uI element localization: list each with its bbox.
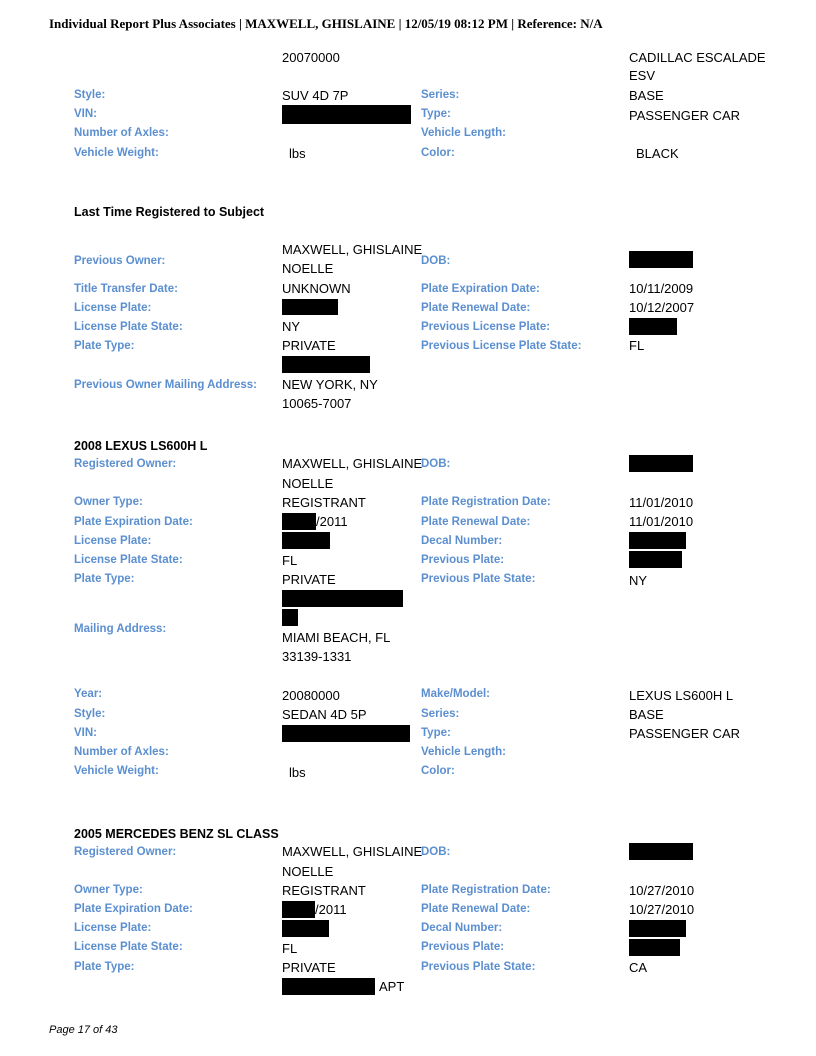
redaction-block bbox=[629, 920, 686, 937]
plate-type-value: PRIVATE bbox=[282, 960, 336, 975]
year-value: 20080000 bbox=[282, 688, 340, 703]
previous-license-plate-state-label: Previous License Plate State: bbox=[421, 340, 582, 352]
redaction-block bbox=[629, 251, 693, 268]
style-value: SEDAN 4D 5P bbox=[282, 707, 367, 722]
redaction-block bbox=[282, 978, 375, 995]
address-apt: APT bbox=[379, 979, 405, 994]
plate-expiration-value: /2011 bbox=[316, 514, 348, 529]
plate-expiration-value: /2011 bbox=[315, 902, 347, 917]
plate-expiration-label: Plate Expiration Date: bbox=[74, 903, 193, 915]
plate-registration-label: Plate Registration Date: bbox=[421, 884, 551, 896]
address-line: MIAMI BEACH, FL bbox=[282, 630, 391, 645]
weight-value: lbs bbox=[289, 765, 306, 780]
address-zip: 10065-7007 bbox=[282, 396, 352, 411]
plate-type-label: Plate Type: bbox=[74, 961, 135, 973]
plate-type-label: Plate Type: bbox=[74, 340, 135, 352]
license-plate-state-label: License Plate State: bbox=[74, 941, 183, 953]
redaction-block bbox=[282, 299, 338, 315]
make-model-label: Make/Model: bbox=[421, 688, 491, 700]
weight-value: lbs bbox=[289, 146, 306, 161]
license-plate-label: License Plate: bbox=[74, 535, 152, 547]
previous-plate-state-label: Previous Plate State: bbox=[421, 961, 536, 973]
redaction-block bbox=[282, 609, 298, 626]
dob-label: DOB: bbox=[421, 458, 451, 470]
length-label: Vehicle Length: bbox=[421, 127, 506, 139]
color-value: BLACK bbox=[636, 146, 679, 161]
owner-type-value: REGISTRANT bbox=[282, 883, 366, 898]
type-label: Type: bbox=[421, 108, 451, 120]
series-label: Series: bbox=[421, 89, 460, 101]
license-plate-label: License Plate: bbox=[74, 922, 152, 934]
license-plate-state-value: NY bbox=[282, 319, 301, 334]
mailing-address-label: Mailing Address: bbox=[74, 623, 167, 635]
owner-type-label: Owner Type: bbox=[74, 496, 143, 508]
previous-plate-state-value: NY bbox=[629, 573, 648, 588]
weight-label: Vehicle Weight: bbox=[74, 765, 159, 777]
plate-expiration-label: Plate Expiration Date: bbox=[421, 283, 540, 295]
style-label: Style: bbox=[74, 708, 106, 720]
redaction-block bbox=[629, 551, 682, 568]
previous-plate-label: Previous Plate: bbox=[421, 554, 505, 566]
make-model-value: CADILLAC ESCALADE bbox=[629, 50, 766, 65]
style-label: Style: bbox=[74, 89, 106, 101]
type-label: Type: bbox=[421, 727, 451, 739]
length-label: Vehicle Length: bbox=[421, 746, 506, 758]
decal-number-label: Decal Number: bbox=[421, 535, 503, 547]
redaction-block bbox=[282, 901, 315, 918]
plate-registration-value: 11/01/2010 bbox=[629, 495, 694, 510]
type-value: PASSENGER CAR bbox=[629, 726, 741, 741]
redaction-block bbox=[629, 532, 686, 549]
weight-label: Vehicle Weight: bbox=[74, 147, 159, 159]
previous-plate-label: Previous Plate: bbox=[421, 941, 505, 953]
redaction-block bbox=[282, 725, 410, 742]
plate-type-value: PRIVATE bbox=[282, 338, 336, 353]
plate-registration-value: 10/27/2010 bbox=[629, 883, 695, 898]
plate-renewal-label: Plate Renewal Date: bbox=[421, 302, 531, 314]
plate-renewal-value: 10/12/2007 bbox=[629, 300, 695, 315]
previous-owner-label: Previous Owner: bbox=[74, 255, 166, 267]
redaction-block bbox=[282, 920, 329, 937]
vehicle-year-value: 20070000 bbox=[282, 50, 340, 65]
redaction-block bbox=[629, 455, 693, 472]
plate-expiration-label: Plate Expiration Date: bbox=[74, 516, 193, 528]
dob-label: DOB: bbox=[421, 255, 451, 267]
redaction-block bbox=[282, 590, 403, 607]
license-plate-state-label: License Plate State: bbox=[74, 321, 183, 333]
make-model-value-cont: ESV bbox=[629, 68, 656, 83]
dob-label: DOB: bbox=[421, 846, 451, 858]
previous-plate-state-label: Previous Plate State: bbox=[421, 573, 536, 585]
redaction-block bbox=[629, 843, 693, 860]
plate-type-label: Plate Type: bbox=[74, 573, 135, 585]
vehicle-heading: 2008 LEXUS LS600H L bbox=[74, 439, 208, 453]
license-plate-label: License Plate: bbox=[74, 302, 152, 314]
previous-plate-state-value: CA bbox=[629, 960, 648, 975]
color-label: Color: bbox=[421, 147, 455, 159]
registered-owner-label: Registered Owner: bbox=[74, 458, 177, 470]
vin-label: VIN: bbox=[74, 727, 97, 739]
previous-owner-value-cont: NOELLE bbox=[282, 261, 334, 276]
series-label: Series: bbox=[421, 708, 460, 720]
redaction-block bbox=[282, 513, 316, 530]
vin-label: VIN: bbox=[74, 108, 97, 120]
plate-renewal-value: 10/27/2010 bbox=[629, 902, 695, 917]
make-model-value: LEXUS LS600H L bbox=[629, 688, 734, 703]
redaction-block bbox=[282, 356, 370, 373]
previous-owner-address-label: Previous Owner Mailing Address: bbox=[74, 379, 257, 391]
decal-number-label: Decal Number: bbox=[421, 922, 503, 934]
title-transfer-value: UNKNOWN bbox=[282, 281, 351, 296]
plate-renewal-label: Plate Renewal Date: bbox=[421, 516, 531, 528]
plate-renewal-label: Plate Renewal Date: bbox=[421, 903, 531, 915]
vehicle-heading: 2005 MERCEDES BENZ SL CLASS bbox=[74, 827, 279, 841]
registered-owner-value: MAXWELL, GHISLAINE bbox=[282, 844, 423, 859]
year-label: Year: bbox=[74, 688, 103, 700]
redaction-block bbox=[629, 318, 677, 335]
redaction-block bbox=[629, 939, 680, 956]
plate-renewal-value: 11/01/2010 bbox=[629, 514, 694, 529]
page-number: Page 17 of 43 bbox=[49, 1024, 118, 1036]
plate-expiration-value: 10/11/2009 bbox=[629, 281, 694, 296]
title-transfer-label: Title Transfer Date: bbox=[74, 283, 178, 295]
address-line: NEW YORK, NY bbox=[282, 377, 378, 392]
axles-label: Number of Axles: bbox=[74, 746, 169, 758]
plate-type-value: PRIVATE bbox=[282, 572, 336, 587]
owner-type-label: Owner Type: bbox=[74, 884, 143, 896]
registered-owner-value-cont: NOELLE bbox=[282, 864, 334, 879]
previous-license-plate-label: Previous License Plate: bbox=[421, 321, 551, 333]
type-value: PASSENGER CAR bbox=[629, 108, 741, 123]
registered-owner-label: Registered Owner: bbox=[74, 846, 177, 858]
redaction-block bbox=[282, 532, 330, 549]
redaction-block bbox=[282, 105, 411, 124]
previous-license-plate-state-value: FL bbox=[629, 338, 645, 353]
section-heading: Last Time Registered to Subject bbox=[74, 205, 265, 219]
registered-owner-value-cont: NOELLE bbox=[282, 476, 334, 491]
axles-label: Number of Axles: bbox=[74, 127, 169, 139]
series-value: BASE bbox=[629, 707, 664, 722]
color-label: Color: bbox=[421, 765, 455, 777]
registered-owner-value: MAXWELL, GHISLAINE bbox=[282, 456, 423, 471]
owner-type-value: REGISTRANT bbox=[282, 495, 366, 510]
style-value: SUV 4D 7P bbox=[282, 88, 349, 103]
address-zip: 33139-1331 bbox=[282, 649, 352, 664]
series-value: BASE bbox=[629, 88, 664, 103]
license-plate-state-value: FL bbox=[282, 941, 298, 956]
report-header: Individual Report Plus Associates | MAXWELL, GHISLAINE | 12/05/19 08:12 PM | Reference: N/A bbox=[49, 16, 603, 31]
plate-registration-label: Plate Registration Date: bbox=[421, 496, 551, 508]
license-plate-state-value: FL bbox=[282, 553, 298, 568]
license-plate-state-label: License Plate State: bbox=[74, 554, 183, 566]
previous-owner-value: MAXWELL, GHISLAINE bbox=[282, 242, 423, 257]
